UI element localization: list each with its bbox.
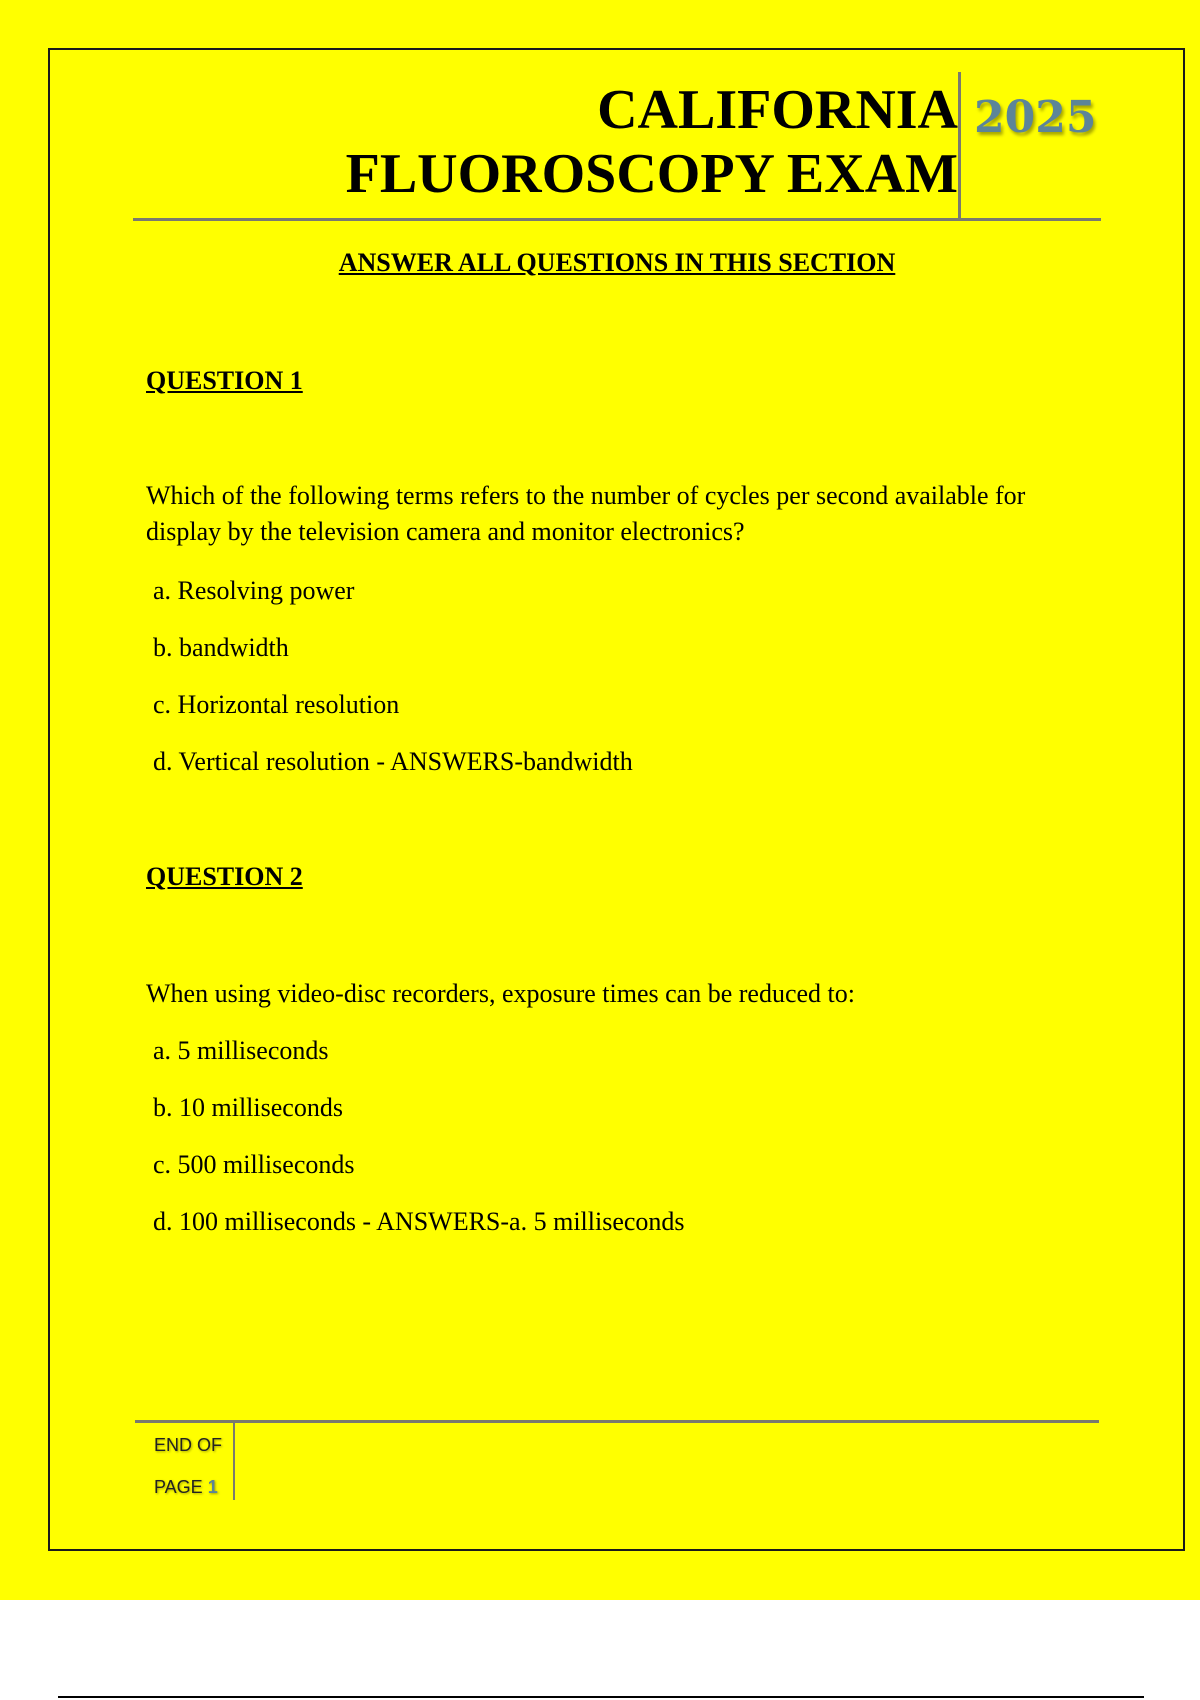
title-line-1: CALIFORNIA [597,79,958,141]
title-line-2: FLUOROSCOPY EXAM [345,143,958,205]
footer-page-label: PAGE [154,1477,203,1497]
question-1-heading: QUESTION 1 [146,366,303,395]
section-heading: ANSWER ALL QUESTIONS IN THIS SECTION [338,248,896,277]
bottom-rule [58,1696,1144,1698]
title-divider [958,72,961,220]
footer-line-1: END OF [154,1435,223,1455]
question-2-text: When using video-disc recorders, exposure times can be reduced to: [146,979,855,1008]
document-title [346,78,958,206]
question-1-option-a: a. Resolving power [153,576,355,605]
question-2-option-b: b. 10 milliseconds [153,1093,343,1122]
question-2-option-a: a. 5 milliseconds [153,1036,329,1065]
footer-rule [135,1420,1099,1423]
question-2-option-c: c. 500 milliseconds [153,1150,355,1179]
question-2-heading: QUESTION 2 [146,862,303,891]
footer-line-2 [154,1466,222,1508]
question-1-option-d: d. Vertical resolution - ANSWERS-bandwidth [153,747,633,776]
header-rule [133,218,1101,221]
question-1-text: Which of the following terms refers to the number of cycles per second available for display by the television camera and monitor electronics? [146,481,1026,546]
question-2-option-d: d. 100 milliseconds - ANSWERS-a. 5 milliseconds [153,1207,685,1236]
footer-divider [233,1422,235,1500]
page-footer [154,1424,222,1508]
year-label: 2025 [974,92,1097,143]
footer-page-number: 1 [207,1477,218,1497]
question-1-option-b: b. bandwidth [153,633,289,662]
question-1-option-c: c. Horizontal resolution [153,690,400,719]
